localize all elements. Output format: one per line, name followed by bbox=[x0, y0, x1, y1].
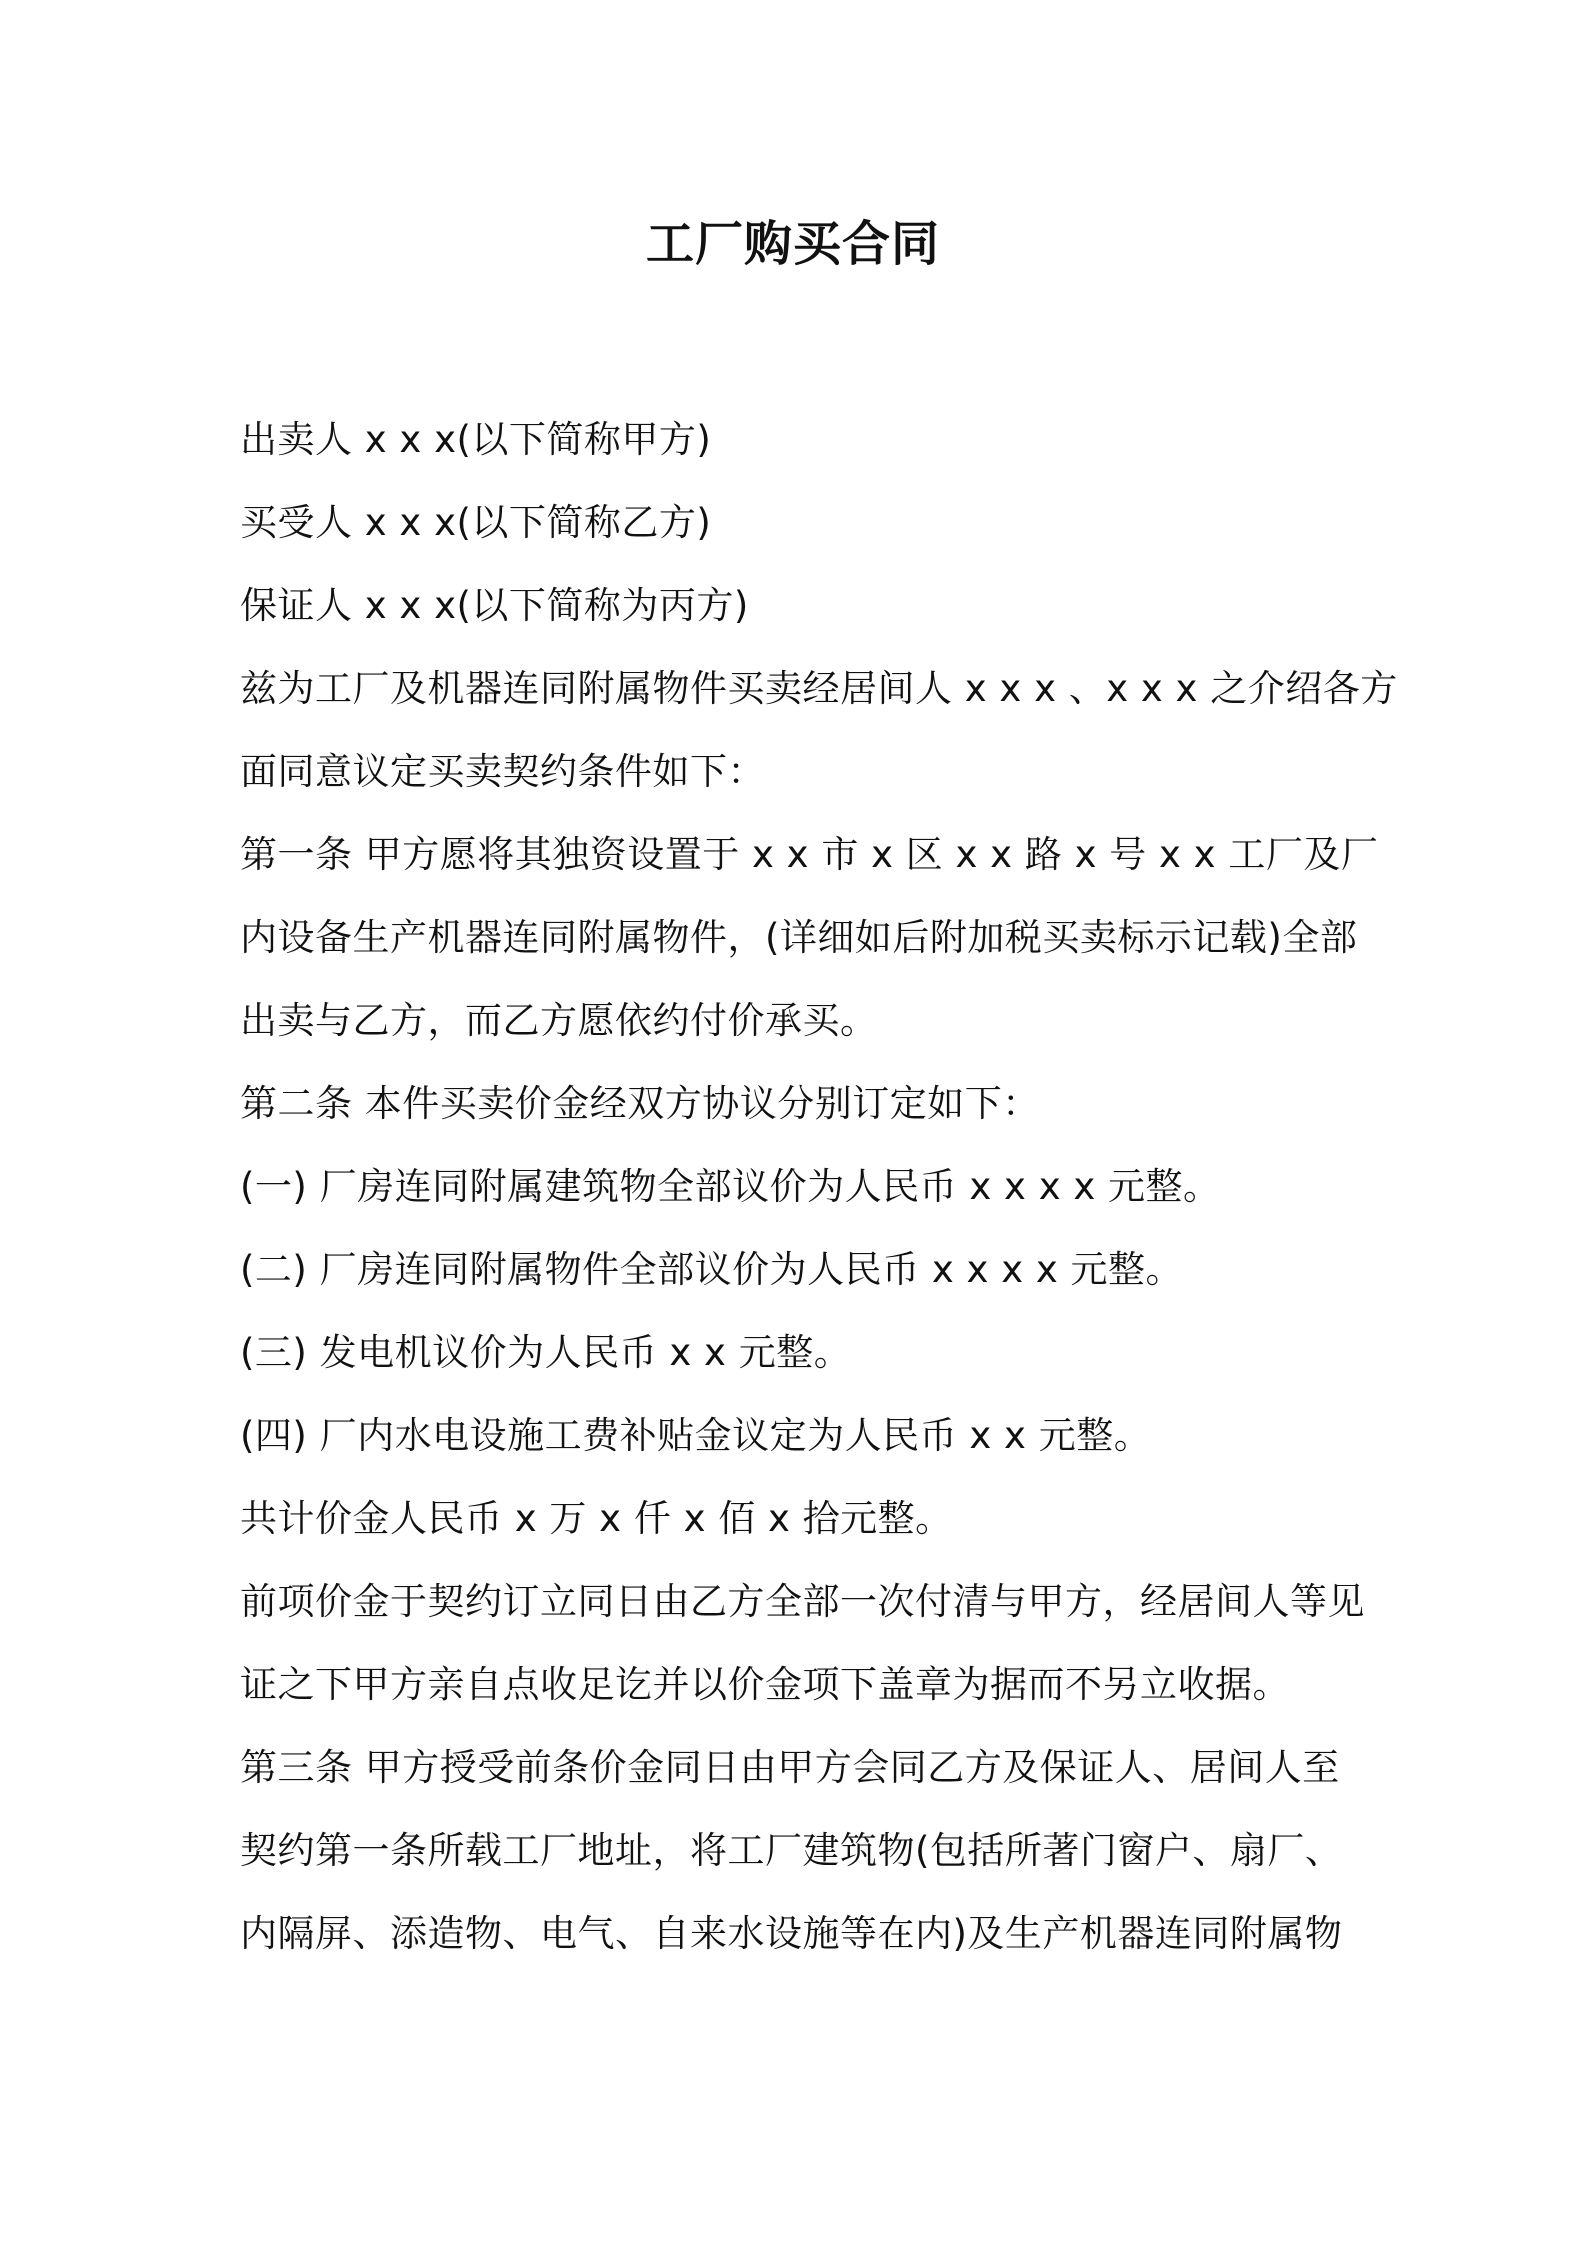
price-item-2: (二) 厂房连同附属物件全部议价为人民币 x x x x 元整。 bbox=[240, 1248, 1184, 1291]
paragraph-line: 面同意议定买卖契约条件如下： bbox=[240, 750, 765, 793]
paragraph-line: 内设备生产机器连同附属物件，(详细如后附加税买卖标示记载)全部 bbox=[240, 916, 1358, 959]
article-3-line: 第三条 甲方授受前条价金同日由甲方会同乙方及保证人、居间人至 bbox=[240, 1746, 1340, 1789]
price-item-4: (四) 厂内水电设施工费补贴金议定为人民币 x x 元整。 bbox=[240, 1414, 1152, 1457]
paragraph-line: 兹为工厂及机器连同附属物件买卖经居间人 x x x 、x x x 之介绍各方 bbox=[240, 667, 1398, 710]
article-2-line: 第二条 本件买卖价金经双方协议分别订定如下： bbox=[240, 1082, 1040, 1125]
article-1-line: 第一条 甲方愿将其独资设置于 x x 市 x 区 x x 路 x 号 x x 工厂及厂 bbox=[240, 833, 1379, 876]
seller-line: 出卖人 x x x(以下简称甲方) bbox=[240, 418, 712, 461]
price-item-3: (三) 发电机议价为人民币 x x 元整。 bbox=[240, 1331, 852, 1374]
total-price-line: 共计价金人民币 x 万 x 仟 x 佰 x 拾元整。 bbox=[240, 1497, 953, 1540]
paragraph-line: 证之下甲方亲自点收足讫并以价金项下盖章为据而不另立收据。 bbox=[240, 1663, 1290, 1706]
paragraph-line: 前项价金于契约订立同日由乙方全部一次付清与甲方，经居间人等见 bbox=[240, 1580, 1365, 1623]
paragraph-line: 出卖与乙方，而乙方愿依约付价承买。 bbox=[240, 999, 878, 1042]
guarantor-line: 保证人 x x x(以下简称为丙方) bbox=[240, 584, 749, 627]
buyer-line: 买受人 x x x(以下简称乙方) bbox=[240, 501, 712, 544]
paragraph-line: 内隔屏、添造物、电气、自来水设施等在内)及生产机器连同附属物 bbox=[240, 1912, 1343, 1955]
paragraph-line: 契约第一条所载工厂地址，将工厂建筑物(包括所著门窗户、扇厂、 bbox=[240, 1829, 1343, 1872]
price-item-1: (一) 厂房连同附属建筑物全部议价为人民币 x x x x 元整。 bbox=[240, 1165, 1221, 1208]
document-title: 工厂购买合同 bbox=[645, 216, 940, 272]
